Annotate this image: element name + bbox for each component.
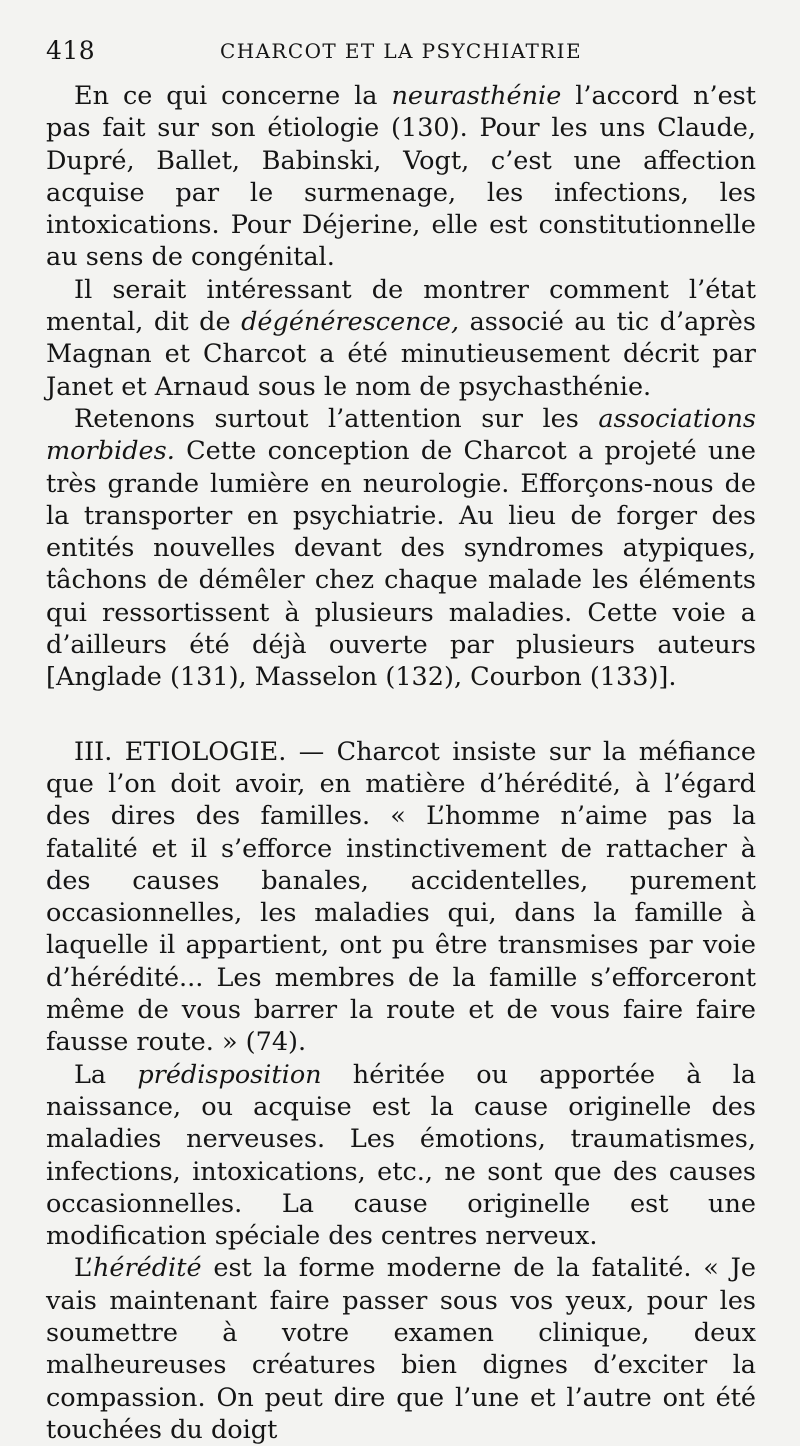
body-text (46, 80, 756, 1446)
text-run: L’ (74, 1253, 93, 1284)
italic-term: associations morbides. (46, 403, 756, 467)
paragraph (46, 274, 756, 403)
italic-term: neurasthénie (391, 81, 562, 111)
text-run: La (74, 1059, 138, 1090)
section-paragraph (46, 736, 756, 1059)
paragraph (46, 403, 756, 694)
text-run: héritée ou apportée à la naissance, ou acquise est la cause originelle des maladies nerveuses. Les émotions, traumatismes, infections, intoxications, etc., ne sont que des causes occasionnelles. La cause originelle est une modification spéciale des centres nerveux. (46, 1059, 756, 1252)
text-run: est la forme moderne de la fatalité. « Je vais maintenant faire passer sous vos yeux, pour les soumettre à votre examen clinique, deux malheureuses créatures bien dignes d’exciter la compassion. On peut dire que l’une et l’autre ont été touchées du doigt (46, 1253, 756, 1445)
text-run: Il serait intéressant de montrer comment l’état mental, dit de (46, 274, 756, 338)
text-run: Cette conception de Charcot a projeté une très grande lumière en neurologie. Efforçons-nous de la transporter en psychiatrie. Au lieu de forger des entités nouvelles devant des syndromes atypiques, tâchons de démêler chez chaque malade les éléments qui ressortissent à plusieurs maladies. Cette voie a d’ailleurs été déjà ouverte par plusieurs auteurs [Anglade (131), Masselon (132), Courbon (133)]. (46, 436, 756, 693)
text-run: Retenons surtout l’attention sur les (74, 403, 599, 434)
text-run: En ce qui concerne la (74, 81, 392, 111)
running-title: CHARCOT ET LA PSYCHIATRIE (220, 39, 582, 63)
text-run: associé au tic d’après Magnan et Charcot a été minutieusement décrit par Janet et Arnaud sous le nom de psychasthénie. (46, 307, 756, 402)
italic-term: hérédité (92, 1253, 202, 1284)
italic-term: dégénérescence, (241, 307, 460, 338)
paragraph (46, 80, 756, 274)
italic-term: prédisposition (137, 1059, 322, 1090)
page-number: 418 (46, 36, 96, 65)
text-run: III. ETIOLOGIE. — Charcot insiste sur la méfiance que l’on doit avoir, en matière d’hérédité, à l’égard des dires des familles. « L’homme n’aime pas la fatalité et il s’efforce instinctivement de rattacher à des causes banales, accidentelles, purement occasionnelles, les maladies qui, dans la famille à laquelle il appartient, ont pu être transmises par voie d’hérédité... Les membres de la famille s’efforceront même de vous barrer la route et de vous faire faire fausse route. » (74). (46, 736, 756, 1058)
text-run: l’accord n’est pas fait sur son étiologie (130). Pour les uns Claude, Dupré, Ballet, Babinski, Vogt, c’est une affection acquise par le surmenage, les infections, les intoxications. Pour Déjerine, elle est constitutionnelle au sens de congénital. (46, 81, 756, 273)
page-header (46, 36, 756, 80)
paragraph (46, 1059, 756, 1253)
paragraph (46, 1252, 756, 1446)
